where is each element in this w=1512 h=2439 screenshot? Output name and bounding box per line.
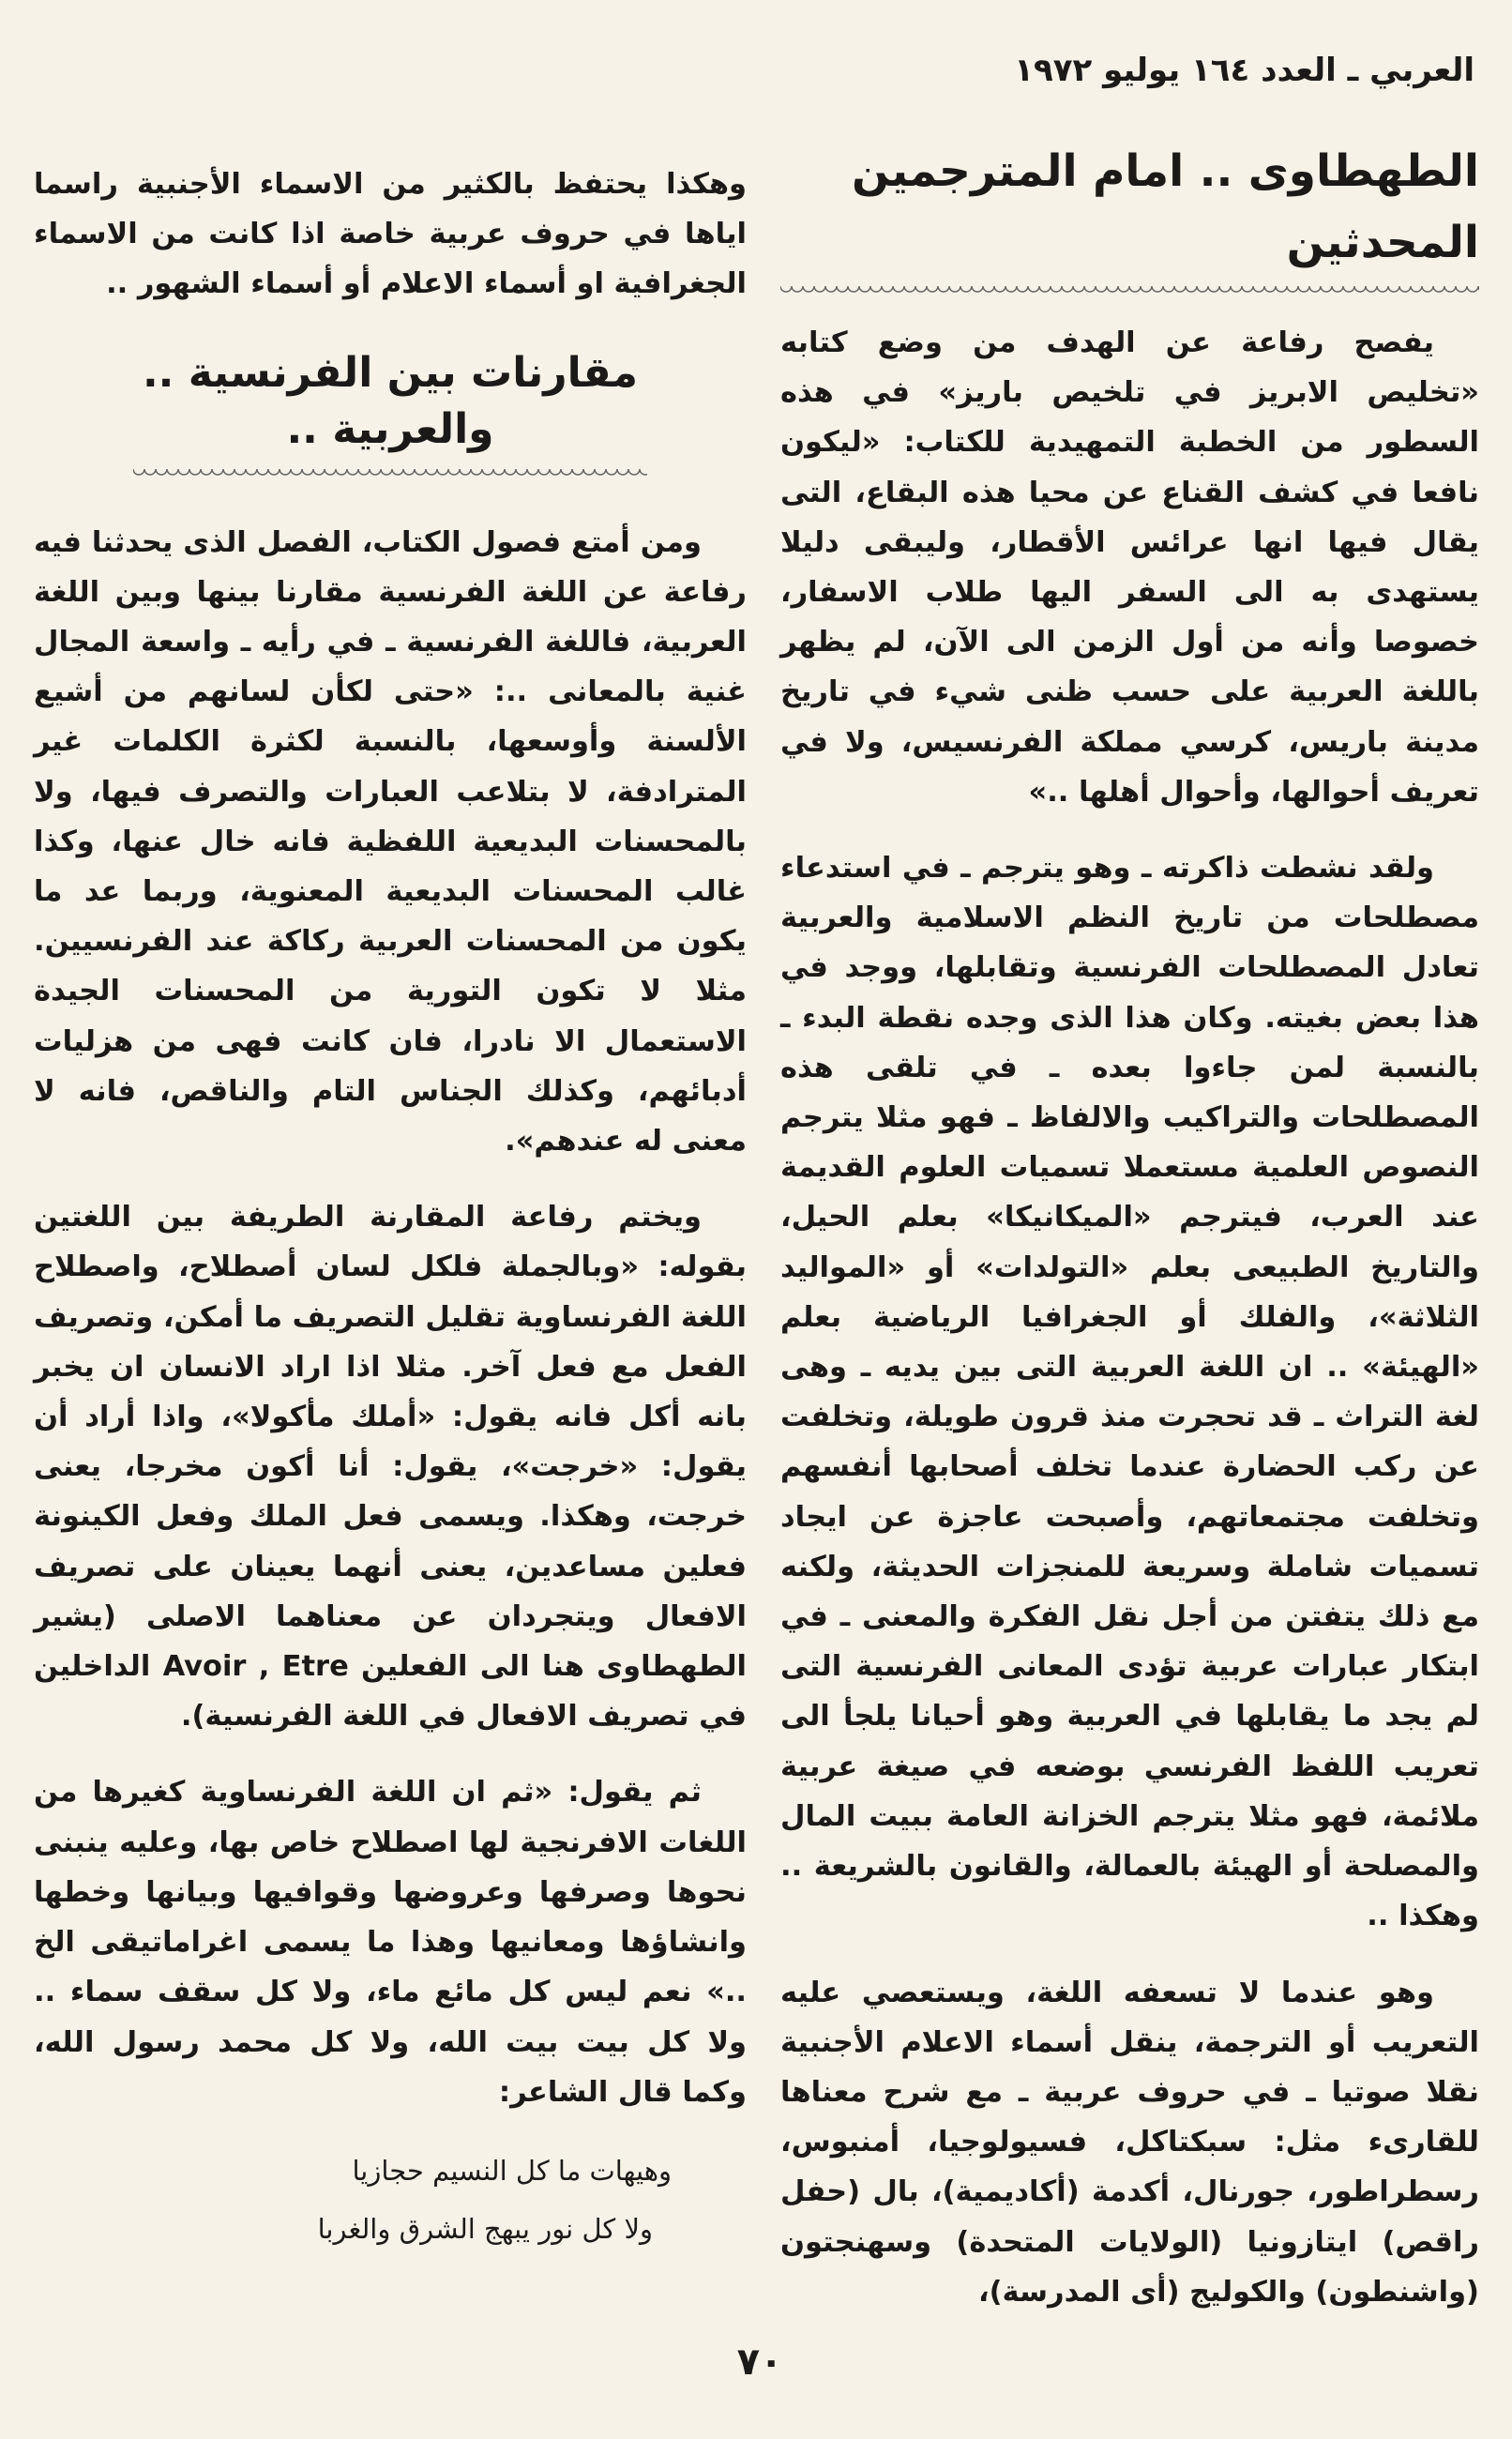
right-paragraph-1: يفصح رفاعة عن الهدف من وضع كتابه «تخليص الابريز في تلخيص باريز» في هذه السطور من الخطبة التمهيدية للكتاب: «ليكون نافعا في كشف القناع عن محيا هذه البقاع، التى يقال فيها انها عرائس الأقطار، وليبقى دليلا يستهدى به الى السفر اليها طلاب الاسفار، خصوصا وأنه من أول الزمن الى الآن، لم يظهر باللغة العربية على حسب ظنى شيء في تاريخ مدينة باريس، كرسي مملكة الفرنسيس، ولا في تعريف أحوالها، وأحوال أهلها ..» [780,326,1479,809]
poem-line-2: ولا كل نور يبهج الشرق والغربا [317,2212,653,2245]
subheading-underline-decoration [133,469,646,480]
page-header: العربي ـ العدد ١٦٤ يوليو ١٩٧٢ [1014,52,1474,89]
left-paragraph-top: وهكذا يحتفظ بالكثير من الاسماء الأجنبية راسما اياها في حروف عربية خاصة اذا كانت من الاسماء الجغرافية او أسماء الاعلام أو أسماء الشهور .. [34,168,747,301]
page-number: ٧٠ [736,2341,783,2384]
right-column [780,136,1479,2343]
section-subheading [34,345,747,458]
left-paragraph-3: ثم يقول: «ثم ان اللغة الفرنساوية كغيرها من اللغات الافرنجية لها اصطلاح خاص بها، وعليه ينبنى نحوها وصرفها وعروضها وقوافيها وبيانها وخطها وانشاؤها ومعانيها وهذا ما يسمى اغراماتيقى الخ ..» نعم ليس كل مائع ماء، ولا كل سقف سماء .. ولا كل بيت بيت الله، ولا كل محمد رسول الله، وكما قال الشاعر: [34,1776,747,2109]
poem [34,2144,747,2256]
right-paragraph-2: ولقد نشطت ذاكرته ـ وهو يترجم ـ في استدعاء مصطلحات من تاريخ النظم الاسلامية والعربية تعادل المصطلحات الفرنسية وتقابلها، ووجد في هذا بعض بغيته. وكان هذا الذى وجده نقطة البدء ـ بالنسبة لمن جاءوا بعده ـ في تلقى هذه المصطلحات والتراكيب والالفاظ ـ فهو مثلا يترجم النصوص العلمية مستعملا تسميات العلوم القديمة عند العرب، فيترجم «الميكانيكا» بعلم الحيل، والتاريخ الطبيعى بعلم «التولدات» أو «المواليد الثلاثة»، والفلك أو الجغرافيا الرياضية بعلم «الهيئة» .. ان اللغة العربية التى بين يديه ـ وهى لغة التراث ـ قد تحجرت منذ قرون طويلة، وتخلفت عن ركب الحضارة عندما تخلف أصحابها أنفسهم وتخلفت مجتمعاتهم، وأصبحت عاجزة عن ايجاد تسميات شاملة وسريعة للمنجزات الحديثة، ولكنه مع ذلك يتفتن من أجل نقل الفكرة والمعنى ـ في ابتكار عبارات عربية تؤدى المعانى الفرنسية التى لم يجد ما يقابلها في العربية وهو أحيانا يلجأ الى تعريب اللفظ الفرنسي بوضعه في صيغة عربية ملائمة، فهو مثلا يترجم الخزانة العامة ببيت المال والمصلحة أو الهيئة بالعمالة، والقانون بالشريعة .. وهكذا .. [780,852,1479,1933]
subheading-line-2: والعربية .. [286,404,494,453]
subheading-line-1: مقارنات بين الفرنسية .. [142,348,639,397]
title-underline-decoration [780,286,1479,297]
left-column [34,159,747,2260]
left-paragraph-1: ومن أمتع فصول الكتاب، الفصل الذى يحدثنا فيه رفاعة عن اللغة الفرنسية مقارنا بينها وبين اللغة العربية، فاللغة الفرنسية ـ في رأيه ـ واسعة المجال غنية بالمعانى ..: «حتى لكأن لسانهم من أشيع الألسنة وأوسعها، بالنسبة لكثرة الكلمات غير المترادفة، لا بتلاعب العبارات والتصرف فيها، ولا بالمحسنات البديعية اللفظية فانه خال عنها، وكذا غالب المحسنات البديعية المعنوية، وربما عد ما يكون من المحسنات العربية ركاكة عند الفرنسيين. مثلا لا تكون التورية من المحسنات الجيدة الاستعمال الا نادرا، فان كانت فهى من هزليات أدبائهم، وكذلك الجناس التام والناقص، فانه لا معنى له عندهم». [34,525,747,1159]
left-paragraph-2: ويختم رفاعة المقارنة الطريفة بين اللغتين بقوله: «وبالجملة فلكل لسان أصطلاح، واصطلاح اللغة الفرنساوية تقليل التصريف ما أمكن، وتصريف الفعل مع فعل آخر. مثلا اذا اراد الانسان ان يخبر بانه أكل فانه يقول: «أملك مأكولا»، واذا أراد أن يقول: «خرجت»، يقول: أنا أكون مخرجا، يعنى خرجت، وهكذا. ويسمى فعل الملك وفعل الكينونة فعلين مساعدين، يعنى أنهما يعينان على تصريف الافعال ويتجردان عن معناهما الاصلى (يشير الطهطاوى هنا الى الفعلين Avoir , Etre الداخلين في تصريف الافعال في اللغة الفرنسية). [34,1201,747,1734]
poem-line-1: وهيهات ما كل النسيم حجازيا [352,2154,672,2187]
article-title: الطهطاوى .. امام المترجمين المحدثين [852,145,1479,268]
right-paragraph-3: وهو عندما لا تسعفه اللغة، ويستعصي عليه التعريب أو الترجمة، ينقل أسماء الاعلام الأجنبية نقلا صوتيا ـ في حروف عربية ـ مع شرح معناها للقارىء مثل: سبكتاكل، فسيولوجيا، أمنبوس، رسطراطور، جورنال، أكدمة (أكاديمية)، بال (حفل راقص) ايتازونيا (الولايات المتحدة) وسهنجتون (واشنطون) والكوليج (أى المدرسة)، [780,1976,1479,2309]
